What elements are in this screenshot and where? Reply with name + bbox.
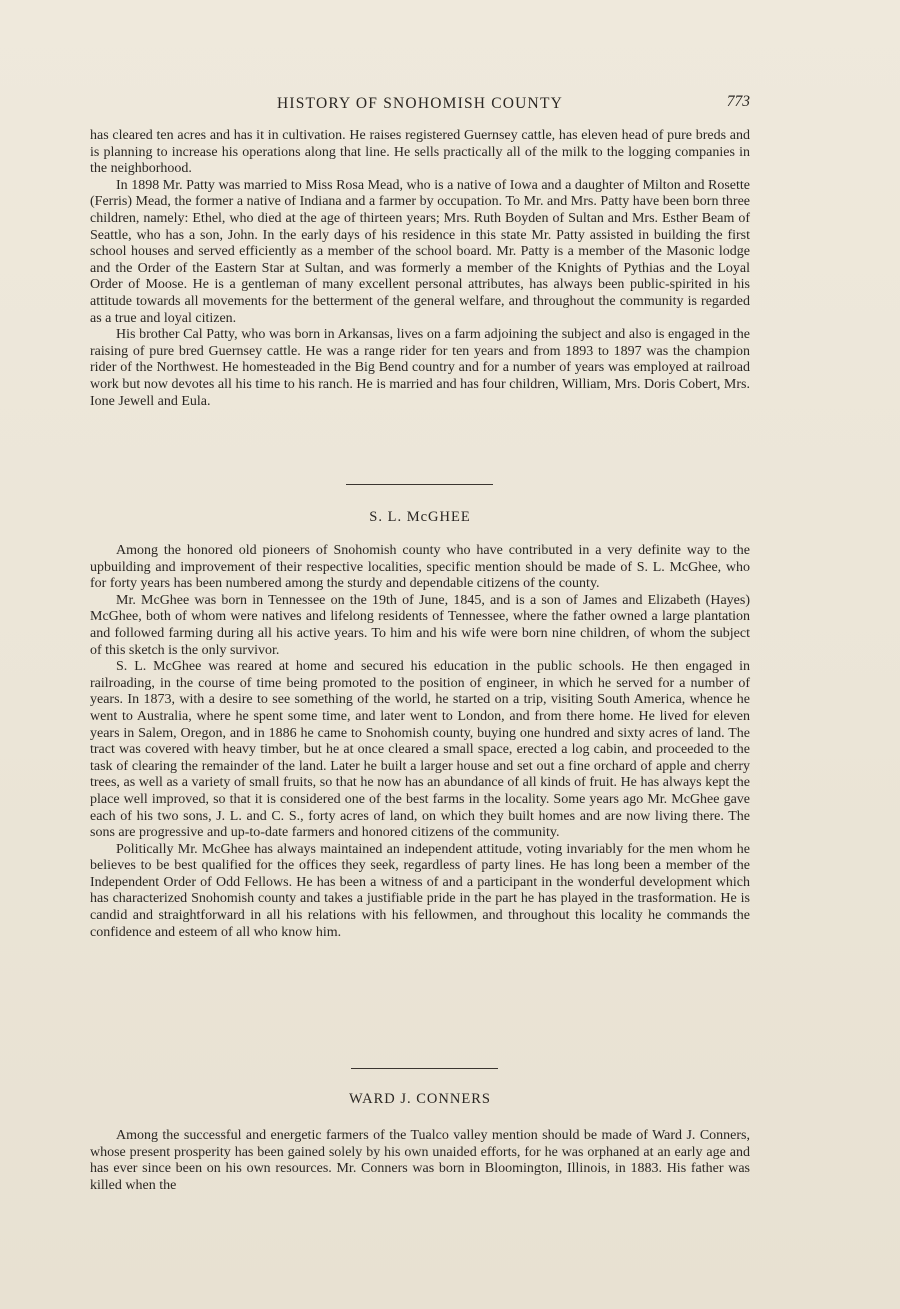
paragraph: has cleared ten acres and has it in cultivation. He raises registered Guernsey cattle, has eleven head of pure breds and is planning to increase his operations along that line. He sells practically all of the milk to the logging companies in the neighborhood. [90, 128, 750, 177]
paragraph: Among the successful and energetic farmers of the Tualco valley mention should be made of Ward J. Conners, whose present prosperity has been gained solely by his own unaided efforts, for he was orphaned at an early age and has ever since been on his own resources. Mr. Conners was born in Bloomington, Illinois, in 1883. His father was killed when the [90, 1128, 750, 1193]
paragraph: In 1898 Mr. Patty was married to Miss Rosa Mead, who is a native of Iowa and a daughter of Milton and Rosette (Ferris) Mead, the former a native of Indiana and a farmer by occupation. To Mr. and Mrs. Patty have been born three children, namely: Ethel, who died at the age of thirteen years; Mrs. Ruth Boyden of Sultan and Mrs. Esther Beam of Seattle, who has a son, John. In the early days of his residence in this state Mr. Patty assisted in building the first school houses and served efficiently as a member of the school board. Mr. Patty is a member of the Masonic lodge and the Order of the Eastern Star at Sultan, and was formerly a member of the Knights of Pythias and the Loyal Order of Moose. He is a gentleman of many excellent personal attributes, has always been public-spirited in his attitude towards all movements for the betterment of the general welfare, and throughout the community is regarded as a true and loyal citizen. [90, 177, 750, 326]
conners-section-text [90, 1128, 750, 1194]
section-heading-conners: WARD J. CONNERS [349, 1091, 491, 1107]
mcghee-section-text [90, 543, 750, 941]
page-header [90, 92, 750, 116]
section-divider [351, 1068, 498, 1069]
section-divider [346, 484, 493, 485]
paragraph: Mr. McGhee was born in Tennessee on the 19th of June, 1845, and is a son of James and Elizabeth (Hayes) McGhee, both of whom were natives and lifelong residents of Tennessee, where the father owned a large plantation and followed farming during all his active years. To him and his wife were born nine children, of whom the subject of this sketch is the only survivor. [90, 592, 750, 658]
paragraph: Politically Mr. McGhee has always maintained an independent attitude, voting invariably for the men whom he believes to be best qualified for the offices they seek, regardless of party lines. He has long been a member of the Independent Order of Odd Fellows. He has been a witness of and a participant in the wonderful development which has characterized Snohomish county and takes a justifiable pride in the part he has played in the trasformation. He is candid and straightforward in all his relations with his fellowmen, and throughout this locality he commands the confidence and esteem of all who know him. [90, 841, 750, 940]
paragraph: Among the honored old pioneers of Snohomish county who have contributed in a very definite way to the upbuilding and improvement of their respective localities, specific mention should be made of S. L. McGhee, who for forty years has been numbered among the sturdy and dependable citizens of the county. [90, 543, 750, 592]
paragraph: S. L. McGhee was reared at home and secured his education in the public schools. He then engaged in railroading, in the course of time being promoted to the position of engineer, in which he served for a number of years. In 1873, with a desire to see something of the world, he started on a trip, visiting South America, whence he went to Australia, where he spent some time, and later went to London, and from there home. He lived for eleven years in Salem, Oregon, and in 1886 he came to Snohomish county, buying one hundred and sixty acres of land. The tract was covered with heavy timber, but he at once cleared a small space, erected a log cabin, and proceeded to the task of clearing the remainder of the land. Later he built a larger house and set out a fine orchard of apple and cherry trees, as well as a variety of small fruits, so that he now has an abundance of all kinds of fruit. He has always kept the place well improved, so that it is considered one of the best farms in the locality. Some years ago Mr. McGhee gave each of his two sons, J. L. and C. S., forty acres of land, on which they built homes and are now living there. The sons are progressive and up-to-date farmers and honored citizens of the community. [90, 659, 750, 841]
running-title: HISTORY OF SNOHOMISH COUNTY [276, 95, 564, 112]
paragraph: His brother Cal Patty, who was born in Arkansas, lives on a farm adjoining the subject and also is engaged in the raising of pure bred Guernsey cattle. He was a range rider for ten years and from 1893 to 1897 was the champion rider of the Northwest. He homesteaded in the Big Bend country and for a number of years was employed at railroad work but now devotes all his time to his ranch. He is married and has four children, William, Mrs. Doris Cobert, Mrs. Ione Jewell and Eula. [90, 327, 750, 409]
page-number: 773 [726, 93, 750, 110]
patty-section-text [90, 128, 750, 410]
section-heading-mcghee: S. L. McGHEE [369, 509, 471, 525]
